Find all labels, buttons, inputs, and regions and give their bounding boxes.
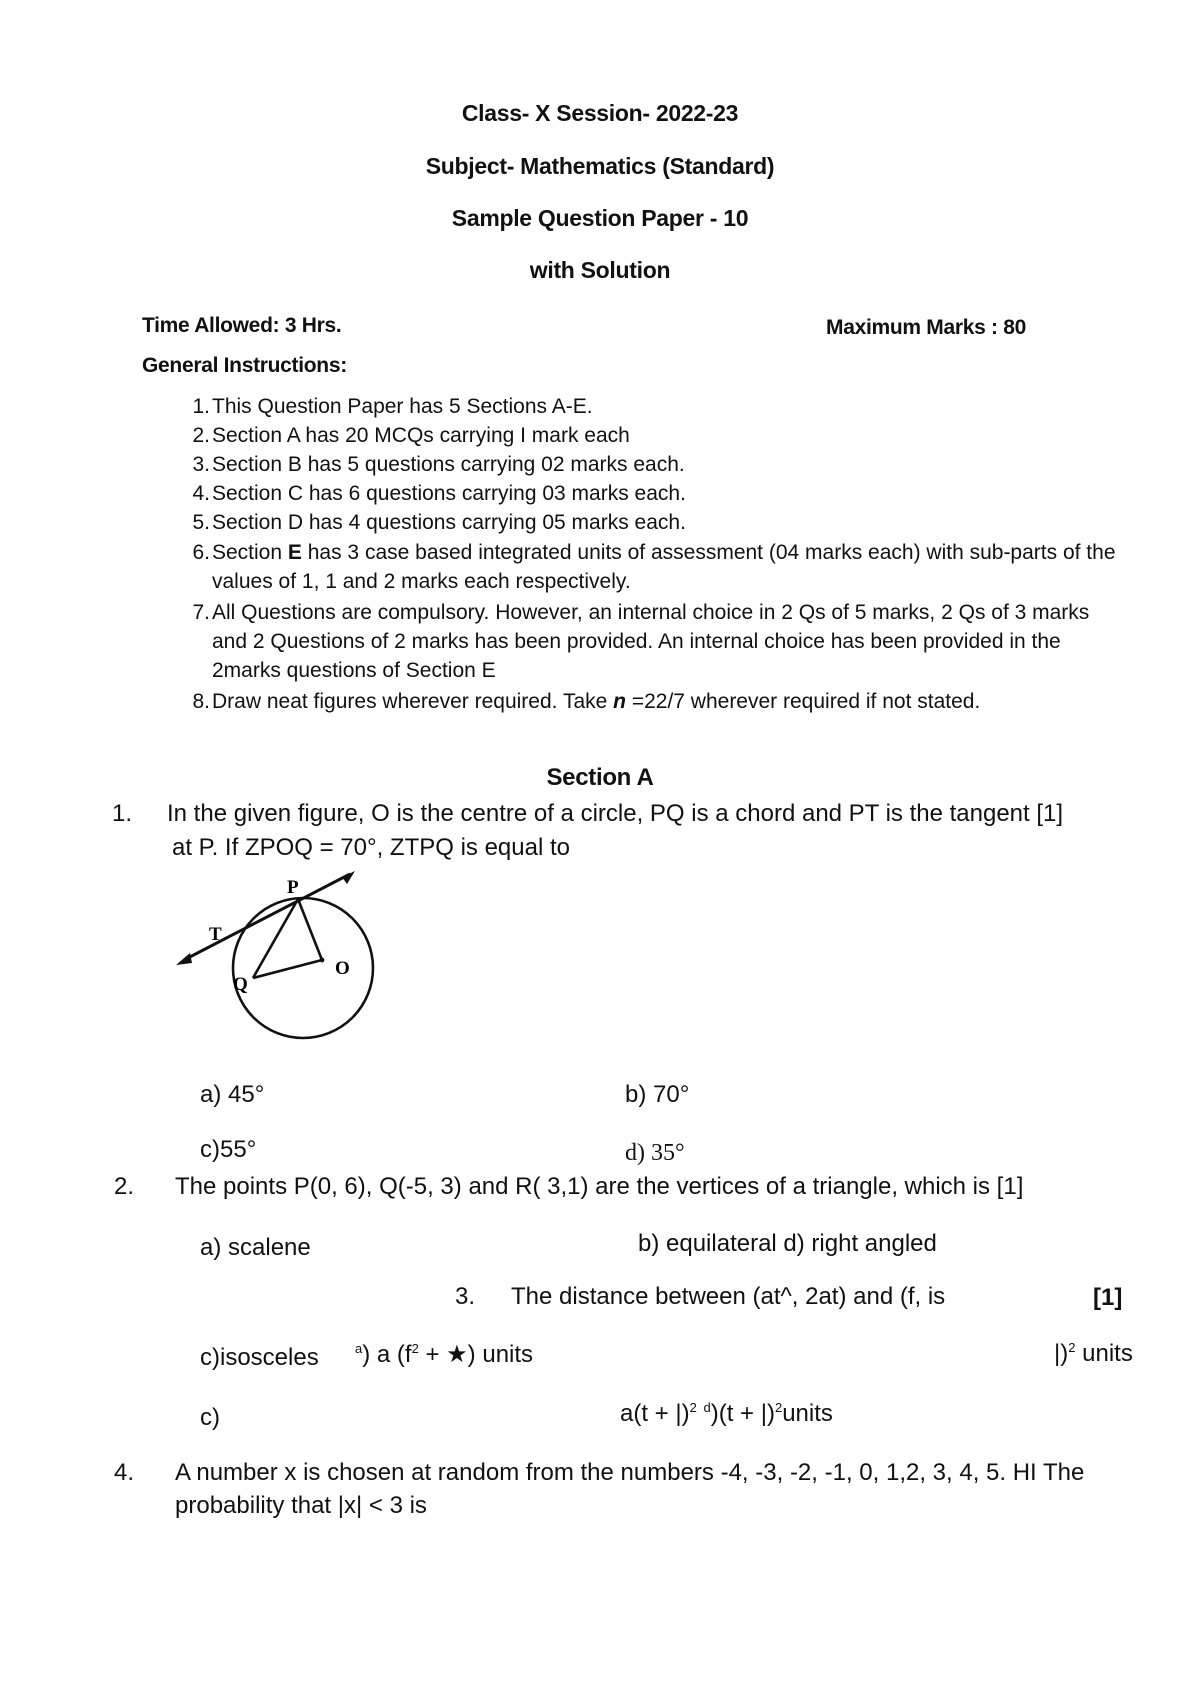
q3-option-d-sup1: 2: [689, 1400, 697, 1415]
instructions-list: [130, 392, 1130, 716]
instruction-number: 2.: [192, 424, 210, 447]
label-p: P: [287, 877, 299, 898]
centre-point: [320, 958, 325, 963]
q3-option-a-prefix: a: [355, 1341, 363, 1356]
section-a-title: Section A: [546, 764, 654, 791]
instruction-item: [130, 538, 1130, 596]
instruction-item: [130, 479, 1130, 508]
q3-option-b: [1054, 1340, 1133, 1368]
general-instructions-heading: General Instructions:: [142, 354, 347, 377]
instruction-text-bold: E: [287, 541, 302, 564]
instruction-text: All Questions are compulsory. However, an internal choice in 2 Qs of 5 marks, 2 Qs of 3 marks and 2 Questions of 2 marks has been provided. An internal choice has been provided in the 2marks questions of Section E: [212, 601, 1090, 682]
q3-option-d: [620, 1400, 833, 1428]
instruction-text: Section C has 6 questions carrying 03 marks each.: [212, 482, 686, 505]
circle-shape: [233, 898, 373, 1038]
instruction-text: Section B has 5 questions carrying 02 marks each.: [212, 453, 685, 476]
q3-option-b-text: |): [1054, 1340, 1069, 1367]
instruction-number: 1.: [192, 395, 210, 418]
maximum-marks: Maximum Marks : 80: [826, 316, 1027, 339]
q3-option-b-sup: 2: [1068, 1340, 1076, 1355]
q3-option-b-rest: units: [1075, 1340, 1133, 1367]
instruction-item: [130, 421, 1130, 450]
q3-text: The distance between (at^, 2at) and (f, is: [511, 1283, 946, 1310]
q3-option-a-sup: 2: [411, 1341, 419, 1356]
q2-option-b-d: b) equilateral d) right angled: [638, 1230, 937, 1257]
q3-mark: [1]: [1093, 1284, 1123, 1311]
tangent-arrowhead: [342, 871, 355, 884]
instruction-text-post: =22/7 wherever required if not stated.: [625, 690, 981, 713]
q3-option-d-pre: a(t + |): [620, 1400, 690, 1427]
q1-option-a: a) 45°: [200, 1081, 265, 1108]
q4-number: 4.: [114, 1459, 135, 1486]
label-o: O: [335, 958, 350, 979]
instruction-item: [130, 508, 1130, 537]
q1-text-line2: at P. If ZPOQ = 70°, ZTPQ is equal to: [172, 834, 570, 861]
q3-option-c: c): [200, 1404, 220, 1431]
instruction-item: [130, 450, 1130, 479]
instruction-number: 5.: [192, 511, 210, 534]
label-q: Q: [233, 974, 248, 995]
instruction-number: 4.: [192, 482, 210, 505]
instruction-text-post: has 3 case based integrated units of assessment (04 marks each) with sub-parts of the values of 1, 1 and 2 marks each respectively.: [212, 541, 1116, 593]
q2-option-a: a) scalene: [200, 1234, 311, 1261]
instruction-text-pre: Section: [212, 541, 288, 564]
q1-circle-figure: [170, 870, 410, 1045]
q2-option-c: c)isosceles: [200, 1344, 319, 1371]
instruction-text: Section D has 4 questions carrying 05 marks each.: [212, 511, 686, 534]
q3-number: 3.: [455, 1283, 476, 1310]
paper-heading: Sample Question Paper - 10: [451, 205, 749, 231]
instruction-item: [130, 687, 1130, 716]
instruction-text-bold: n: [613, 690, 626, 713]
instruction-text-pre: Draw neat figures wherever required. Take: [212, 690, 614, 713]
time-allowed: Time Allowed: 3 Hrs.: [142, 314, 342, 337]
q3-option-a-rest: + ★) units: [418, 1341, 534, 1368]
q3-option-a: [355, 1340, 533, 1369]
q3-option-a-text: ) a (f: [362, 1341, 412, 1368]
instruction-item: [130, 392, 1130, 421]
q3-option-d-tail: units: [782, 1400, 833, 1427]
q1-option-d: d) 35°: [625, 1140, 685, 1166]
q4-text-line2: probability that |x| < 3 is: [175, 1492, 427, 1519]
solution-heading: with Solution: [529, 257, 671, 283]
radius-oq: [253, 960, 322, 978]
q4-text-line1: A number x is chosen at random from the numbers -4, -3, -2, -1, 0, 1,2, 3, 4, 5. HI The: [175, 1459, 1085, 1486]
chord-pq: [253, 899, 298, 978]
q1-option-c: c)55°: [200, 1136, 257, 1163]
instruction-text: This Question Paper has 5 Sections A-E.: [212, 395, 593, 418]
tangent-line: [184, 874, 350, 960]
subject-heading: Subject- Mathematics (Standard): [425, 153, 775, 179]
instruction-number: 3.: [192, 453, 210, 476]
radius-op: [298, 899, 322, 960]
q3-option-d-rest: )(t + |): [710, 1400, 775, 1427]
q2-text: The points P(0, 6), Q(-5, 3) and R( 3,1) are the vertices of a triangle, which is [1]: [175, 1173, 1024, 1200]
q1-number: 1.: [112, 800, 133, 827]
q3-option-d-sup2: d: [703, 1400, 711, 1415]
tangent-arrowhead: [176, 953, 192, 965]
q3-option-d-sup3: 2: [774, 1400, 783, 1415]
q1-option-b: b) 70°: [625, 1081, 690, 1108]
q2-number: 2.: [114, 1173, 135, 1200]
instruction-number: 8.: [192, 690, 210, 713]
class-session-heading: Class- X Session- 2022-23: [461, 100, 739, 126]
instruction-item: [130, 598, 1130, 685]
q1-text-line1: In the given figure, O is the centre of a circle, PQ is a chord and PT is the tangent [1]: [167, 800, 1064, 827]
label-t: T: [209, 924, 222, 945]
instruction-number: 7.: [192, 601, 210, 624]
instruction-text: Section A has 20 MCQs carrying I mark each: [212, 424, 630, 447]
instruction-number: 6.: [192, 541, 210, 564]
